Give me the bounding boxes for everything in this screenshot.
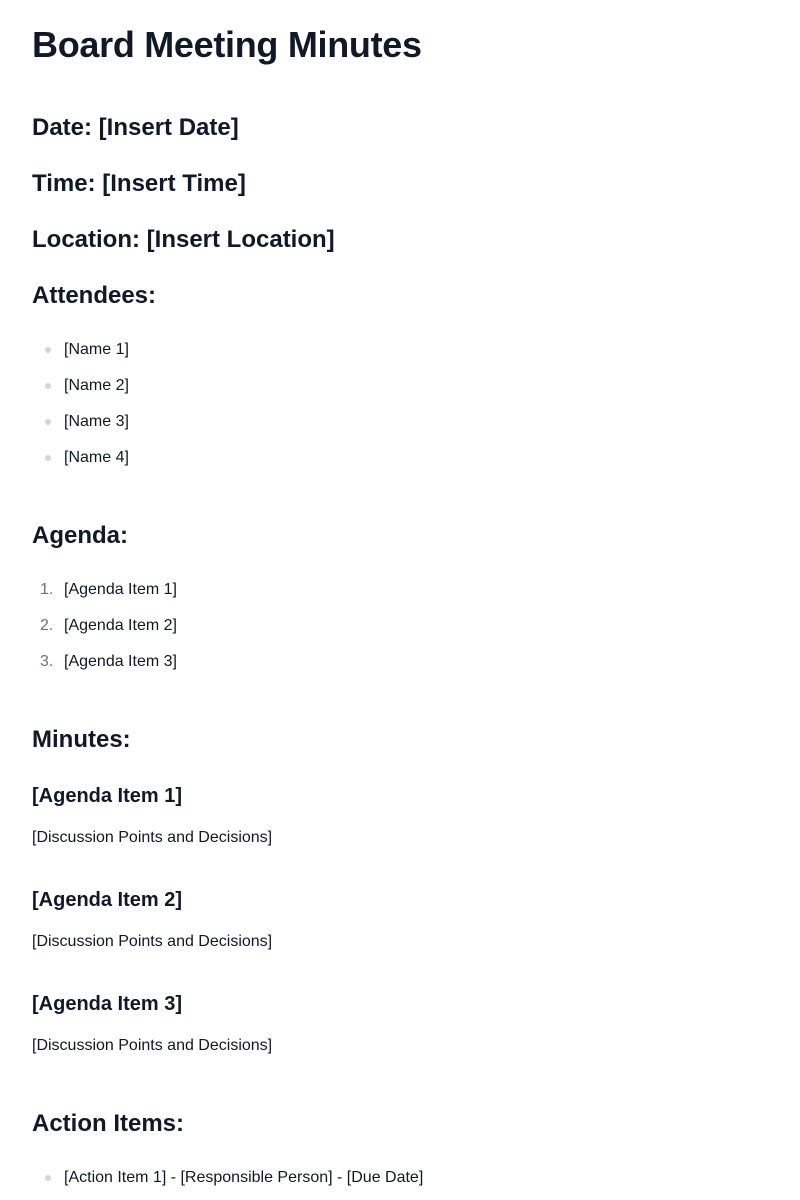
location-heading: Location: [Insert Location] xyxy=(32,226,335,253)
time-heading: Time: [Insert Time] xyxy=(32,170,246,197)
minutes-item-body: [Discussion Points and Decisions] xyxy=(32,829,273,846)
date-heading: Date: [Insert Date] xyxy=(32,114,239,141)
agenda-number: 1. xyxy=(40,581,54,598)
minutes-item-title: [Agenda Item 2] xyxy=(32,889,183,911)
page-title: Board Meeting Minutes xyxy=(32,24,422,65)
minutes-item-title: [Agenda Item 1] xyxy=(32,785,183,807)
agenda-number: 3. xyxy=(40,653,54,670)
agenda-item: [Agenda Item 2] xyxy=(64,617,177,634)
bullet-icon xyxy=(45,347,51,353)
action-item: [Action Item 1] - [Responsible Person] - [Due Date] xyxy=(64,1169,424,1186)
attendee-item: [Name 2] xyxy=(64,377,129,394)
attendee-item: [Name 4] xyxy=(64,449,129,466)
minutes-item-body: [Discussion Points and Decisions] xyxy=(32,933,273,950)
minutes-item-title: [Agenda Item 3] xyxy=(32,993,183,1015)
action-items-heading: Action Items: xyxy=(32,1110,185,1137)
agenda-item: [Agenda Item 1] xyxy=(64,581,177,598)
agenda-heading: Agenda: xyxy=(32,522,128,549)
bullet-icon xyxy=(45,455,51,461)
attendees-heading: Attendees: xyxy=(32,282,157,309)
agenda-item: [Agenda Item 3] xyxy=(64,653,177,670)
minutes-heading: Minutes: xyxy=(32,726,131,753)
minutes-item-body: [Discussion Points and Decisions] xyxy=(32,1037,273,1054)
bullet-icon xyxy=(45,419,51,425)
bullet-icon xyxy=(45,1175,51,1181)
attendee-item: [Name 1] xyxy=(64,341,129,358)
agenda-number: 2. xyxy=(40,617,54,634)
bullet-icon xyxy=(45,383,51,389)
attendee-item: [Name 3] xyxy=(64,413,129,430)
